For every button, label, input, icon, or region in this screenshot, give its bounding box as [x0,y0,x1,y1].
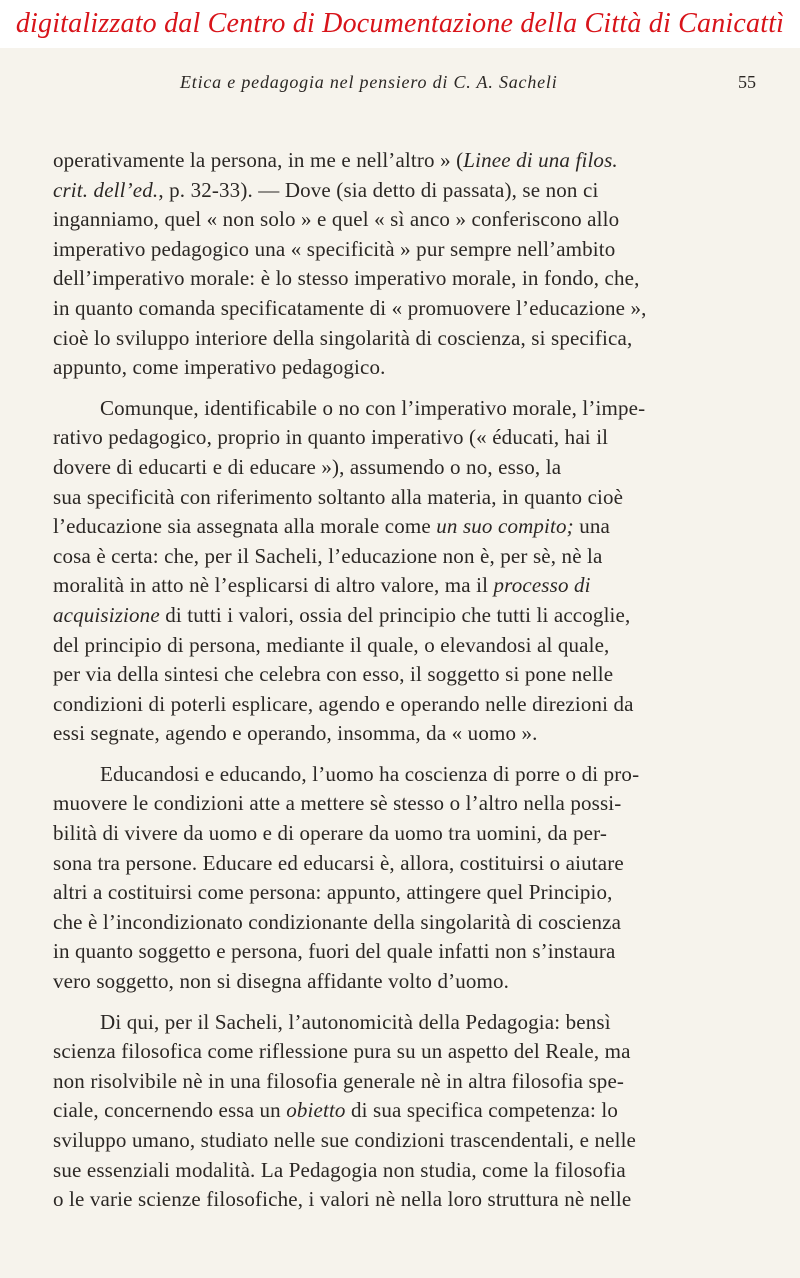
text-line: che è l’incondizionato condizionante della singolarità di coscienza [53,909,622,934]
text-line: appunto, come imperativo pedagogico. [53,355,386,380]
text-line: in quanto soggetto e persona, fuori del quale infatti non s’instaura [53,939,616,964]
text-line: cioè lo sviluppo interiore della singolarità di coscienza, si specifica, [53,325,633,350]
text-line: altri a costituirsi come persona: appunto, attingere quel Principio, [53,880,613,905]
text-line: moralità in atto nè l’esplicarsi di altro valore, ma il processo di [53,573,591,598]
text-line: rativo pedagogico, proprio in quanto imperativo (« éducati, hai il [53,425,609,450]
text-line: del principio di persona, mediante il quale, o elevandosi al quale, [53,632,610,657]
running-header [0,72,800,96]
text-line: dovere di educarti e di educare »), assumendo o no, esso, la [53,454,562,479]
text-line: acquisizione di tutti i valori, ossia del principio che tutti li accoglie, [53,602,631,627]
text-line: Comunque, identificabile o no con l’imperativo morale, l’impe- [100,395,646,420]
paragraph-gap [53,997,753,1008]
text-line: Educandosi e educando, l’uomo ha coscienza di porre o di pro- [100,761,640,786]
text-line: sua specificità con riferimento soltanto alla materia, in quanto cioè [53,484,624,509]
paragraph-gap [53,749,753,760]
paragraph-gap [53,383,753,394]
text-line: sue essenziali modalità. La Pedagogia non studia, come la filosofia [53,1157,626,1182]
text-line: per via della sintesi che celebra con esso, il soggetto si pone nelle [53,662,614,687]
text-line: non risolvibile nè in una filosofia generale nè in altra filosofia spe- [53,1068,625,1093]
text-line: muovere le condizioni atte a mettere sè stesso o l’altro nella possi- [53,791,622,816]
text-line: dell’imperativo morale: è lo stesso imperativo morale, in fondo, che, [53,266,640,291]
text-line: in quanto comanda specificatamente di « promuovere l’educazione », [53,295,647,320]
text-line: Di qui, per il Sacheli, l’autonomicità della Pedagogia: bensì [100,1009,611,1034]
running-title: Etica e pedagogia nel pensiero di C. A. Sacheli [180,72,558,92]
text-line: sviluppo umano, studiato nelle sue condizioni trascendentali, e nelle [53,1128,637,1152]
text-line: bilità di vivere da uomo e di operare da uomo tra uomini, da per- [53,821,607,846]
text-line: crit. dell’ed., p. 32-33). — Dove (sia detto di passata), se non ci [53,177,599,202]
text-line: essi segnate, agendo e operando, insomma, da « uomo ». [53,721,538,746]
text-line: l’educazione sia assegnata alla morale come un suo compito; una [53,514,610,539]
digitization-watermark: digitalizzato dal Centro di Documentazione della Città di Canicattì [0,0,800,48]
text-line: cosa è certa: che, per il Sacheli, l’educazione non è, per sè, nè la [53,543,603,568]
text-line: scienza filosofica come riflessione pura su un aspetto del Reale, ma [53,1039,631,1064]
text-line: sona tra persone. Educare ed educarsi è, allora, costituirsi o aiutare [53,850,624,875]
page-number: 55 [738,72,756,92]
text-line: condizioni di poterli esplicare, agendo e operando nelle direzioni da [53,691,634,716]
text-line: ciale, concernendo essa un obietto di sua specifica competenza: lo [53,1098,619,1123]
text-line: o le varie scienze filosofiche, i valori nè nella loro struttura nè nelle [53,1187,632,1212]
text-line: imperativo pedagogico una « specificità » pur sempre nell’ambito [53,236,616,261]
text-line: operativamente la persona, in me e nell’altro » (Linee di una filos. [53,148,618,172]
text-line: inganniamo, quel « non solo » e quel « sì anco » conferiscono allo [53,207,620,232]
body-text [53,146,753,1215]
text-line: vero soggetto, non si disegna affidante volto d’uomo. [53,969,510,994]
